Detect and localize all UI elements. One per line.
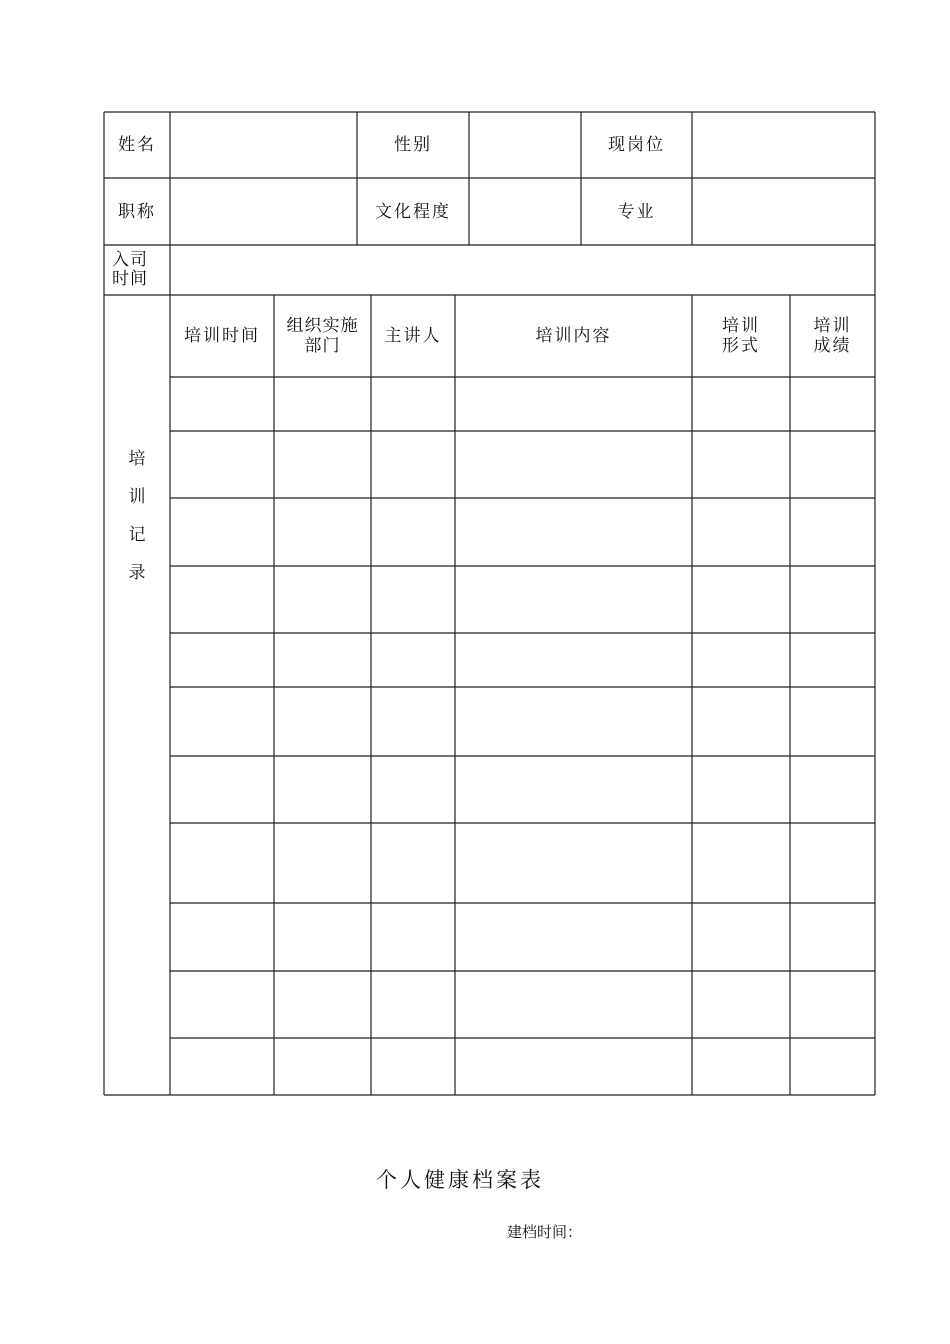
health-record-title: 个人健康档案表 xyxy=(376,1168,544,1192)
record-created-label: 建档时间： xyxy=(507,1223,583,1241)
training-record-char: 记 xyxy=(128,525,146,545)
header-training-form: 培训 形式 xyxy=(722,316,760,356)
training-record-char: 录 xyxy=(128,563,146,583)
header-lecturer: 主讲人 xyxy=(384,326,442,346)
education-label: 文化程度 xyxy=(375,201,451,222)
header-training-content: 培训内容 xyxy=(535,326,612,346)
name-label: 姓名 xyxy=(118,135,156,155)
hire-date-label: 入司 时间 xyxy=(112,250,148,289)
position-label: 现岗位 xyxy=(608,135,665,155)
header-organizer: 组织实施 部门 xyxy=(286,316,359,356)
training-record-char: 培 xyxy=(128,449,146,469)
gender-label: 性别 xyxy=(394,135,432,155)
header-training-time: 培训时间 xyxy=(184,326,260,346)
training-record-label xyxy=(104,440,170,592)
header-training-score: 培训 成绩 xyxy=(813,316,852,356)
training-record-char: 训 xyxy=(128,487,146,507)
title-label: 职称 xyxy=(118,201,156,222)
major-label: 专业 xyxy=(617,201,656,222)
